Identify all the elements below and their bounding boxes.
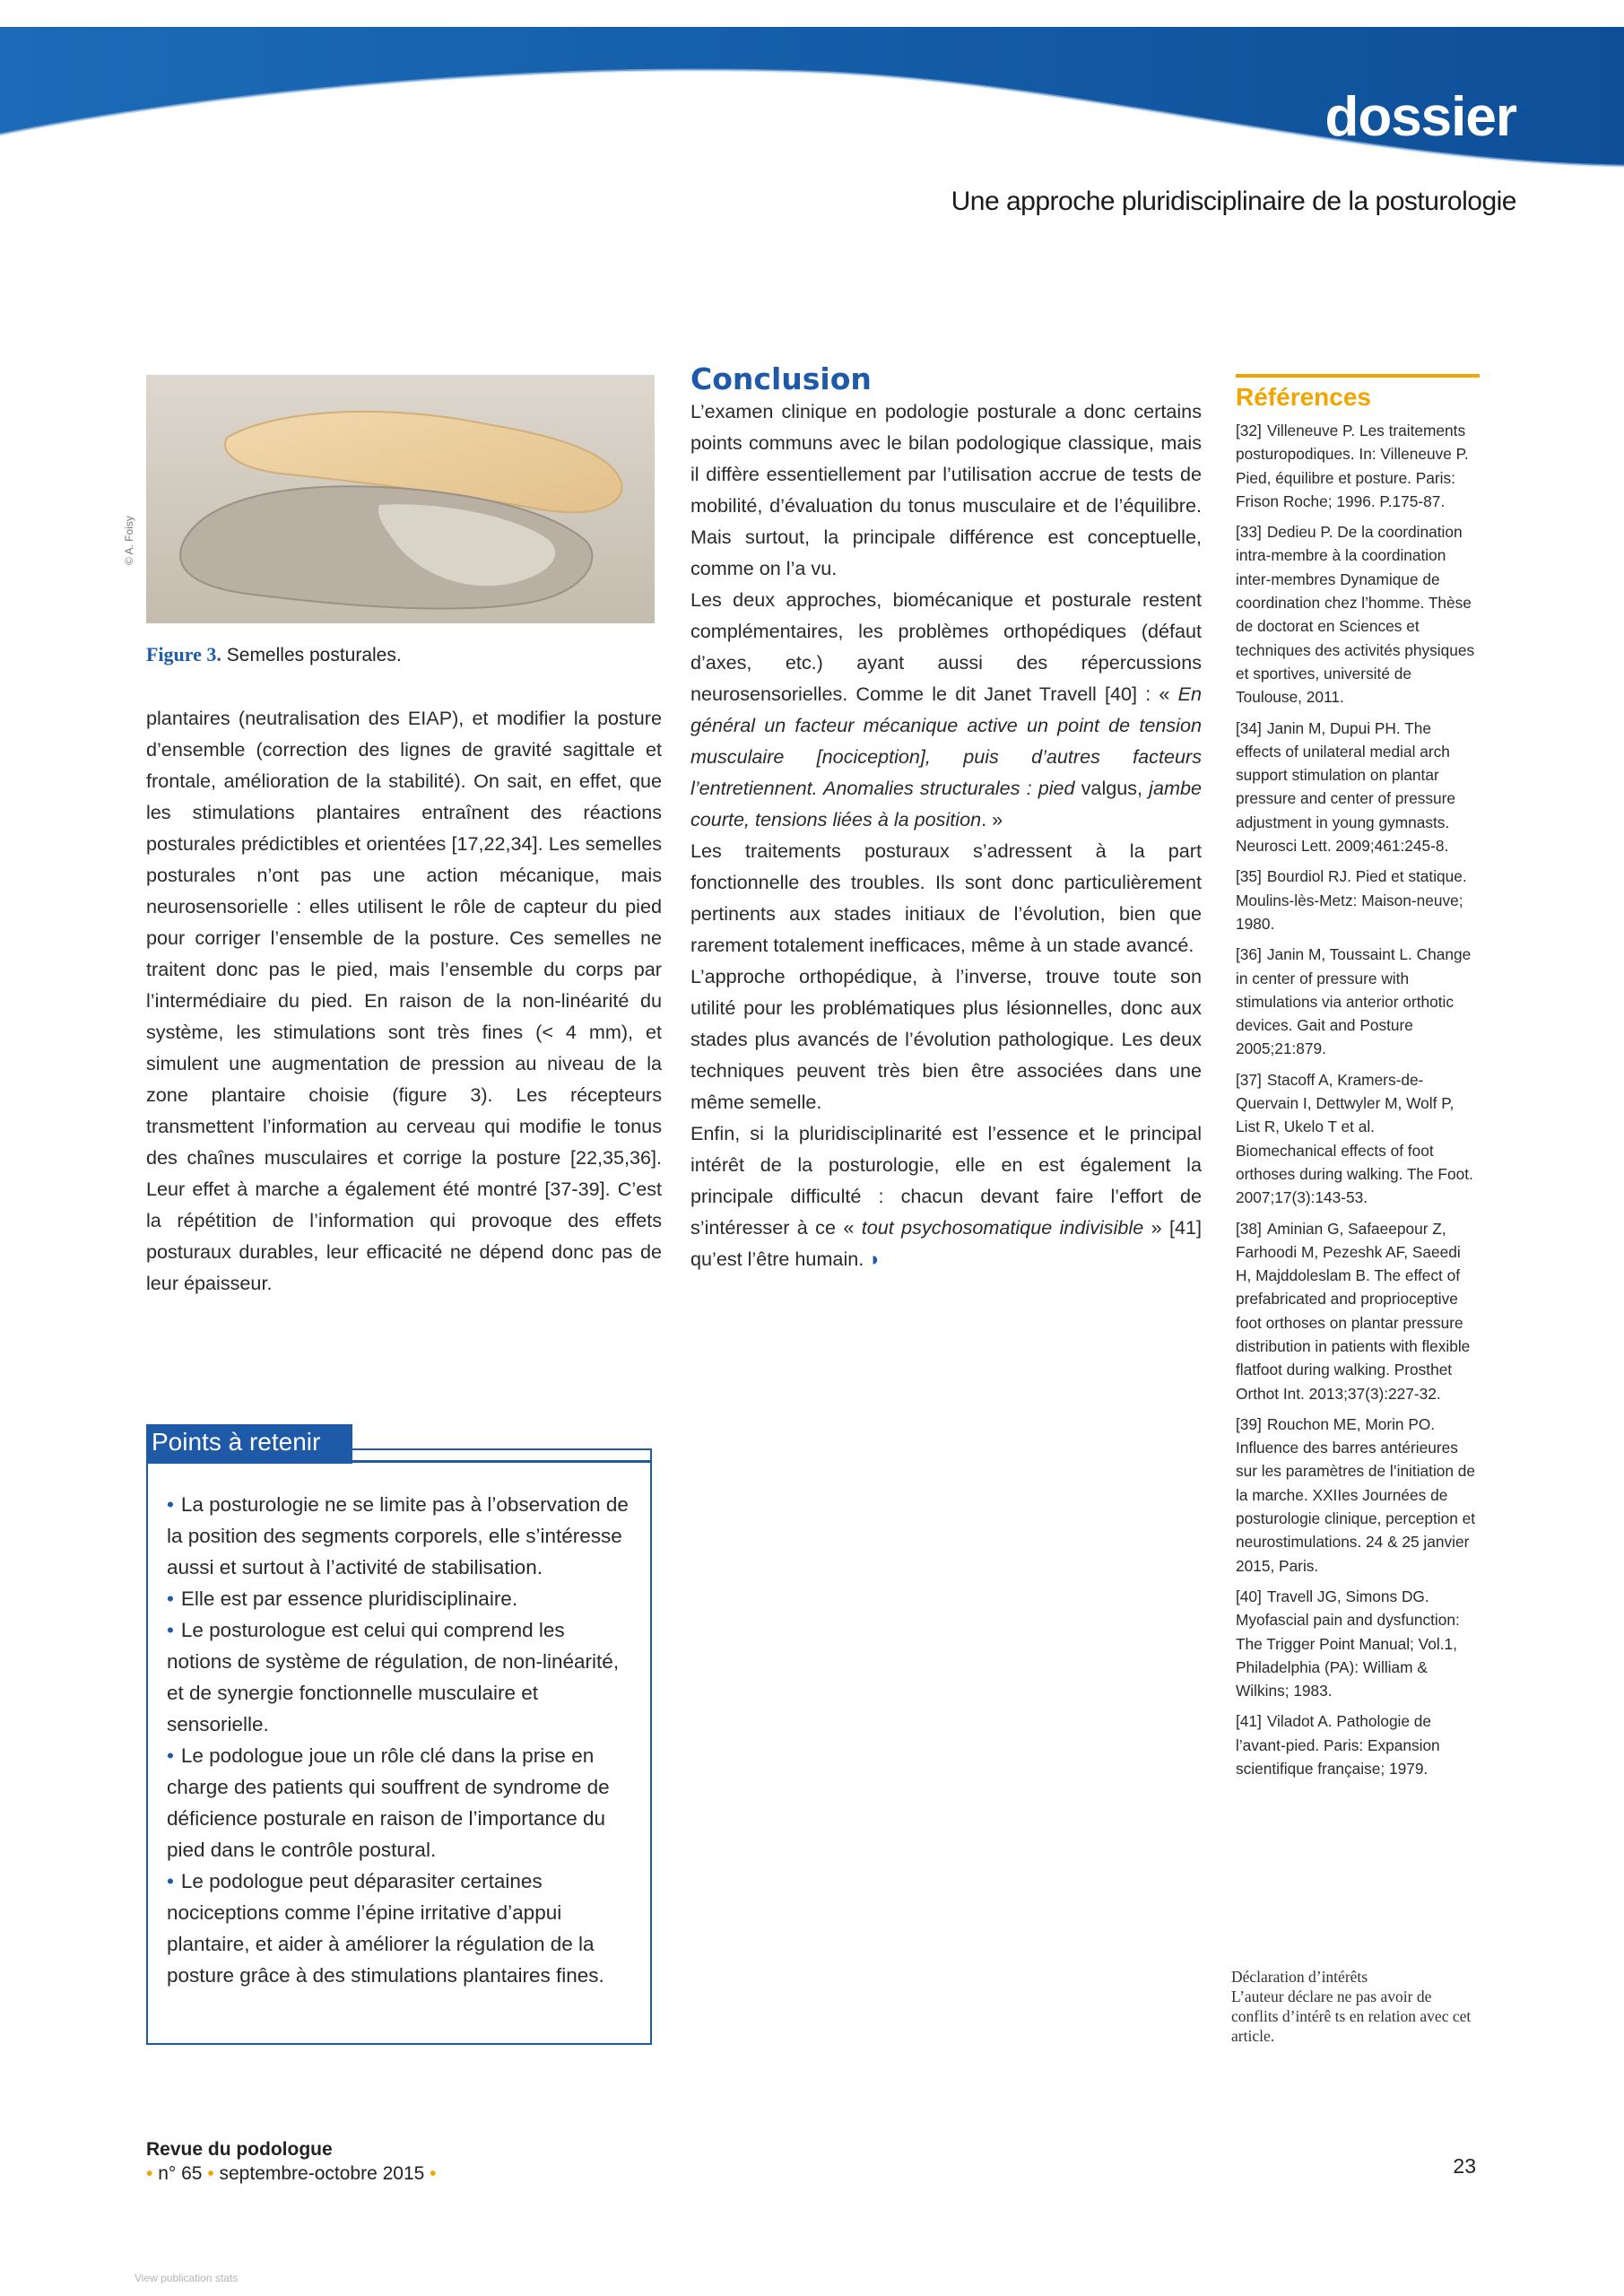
p5-quote: tout psychosomatique indivisible — [861, 1216, 1144, 1239]
key-point-item — [167, 1740, 633, 1866]
declaration — [1231, 1967, 1478, 2046]
p2-quote-2: jambe courte, tensions liées à la position — [690, 777, 1202, 831]
key-point-item — [167, 1614, 633, 1740]
reference-text: Rouchon ME, Morin PO. Influence des barres antérieures sur les paramètres de l’initiation de la marche. XXIIes Journées de posturologie clinique, perception et neurostimulations. 24 & 25 janvier 2015, Paris. — [1236, 1414, 1476, 1575]
reference-item — [1236, 1413, 1480, 1578]
bullet-icon: • — [430, 2163, 437, 2184]
p2-end: . » — [981, 808, 1003, 831]
reference-list — [1236, 419, 1480, 1780]
issue-date: septembre-octobre 2015 — [213, 2163, 430, 2184]
issue-number: n° 65 — [152, 2163, 208, 2184]
key-point-text: La posturologie ne se limite pas à l’observation de la position des segments corporels, elle s’intéresse aussi et surtout à l’activité de stabilisation. — [167, 1493, 629, 1578]
p2-start: Les deux approches, biomécanique et posturale restent complémentaires, les problèmes orthopédiques (défaut d’axes, etc.) ayant aussi des répercussions neurosensorielles. Comme le dit Janet Travell [40] : « — [690, 588, 1202, 705]
p5-end: » [41] qu’est l’être humain. — [690, 1216, 1203, 1270]
reference-number: [38] — [1236, 1219, 1262, 1238]
key-point-item — [167, 1866, 633, 1991]
issue-info — [146, 2163, 437, 2185]
p2-quote-1: En général un facteur mécanique active un point de tension musculaire [nociception], puis d’autres facteurs l’entretiennent. Anomalies structurales : pied — [690, 683, 1202, 799]
bullet-icon: • — [167, 1744, 174, 1767]
references-column — [1236, 374, 1480, 1787]
bullet-icon: • — [167, 1587, 174, 1610]
left-column — [146, 375, 662, 1299]
reference-text: Janin M, Dupui PH. The effects of unilateral medial arch support stimulation on plantar pressure and center of pressure adjustment in young gymnasts. Neurosci Lett. 2009;461:245-8. — [1236, 718, 1455, 856]
page-number: 23 — [1453, 2154, 1476, 2178]
key-point-item — [167, 1583, 633, 1614]
reference-text: Viladot A. Pathologie de l’avant-pied. Paris: Expansion scientifique française; 1979. — [1236, 1712, 1440, 1779]
reference-number: [40] — [1236, 1587, 1262, 1605]
reference-item — [1236, 717, 1480, 858]
reference-text: Janin M, Toussaint L. Change in center of pressure with stimulations via anterior orthotic devices. Gait and Posture 2005;21:879. — [1236, 945, 1472, 1058]
reference-number: [39] — [1236, 1414, 1262, 1433]
reference-item — [1236, 1217, 1480, 1405]
key-point-text: Le podologue joue un rôle clé dans la prise en charge des patients qui souffrent de syndrome de déficience posturale en raison de l’importance du pied dans le contrôle postural. — [167, 1744, 610, 1861]
reference-number: [37] — [1236, 1070, 1262, 1089]
reference-number: [36] — [1236, 945, 1262, 964]
conclusion-paragraph-5 — [690, 1118, 1202, 1274]
bullet-icon: • — [167, 1870, 174, 1892]
figure-caption-text: Semelles posturales. — [221, 645, 402, 665]
reference-item — [1236, 1709, 1480, 1780]
reference-item — [1236, 865, 1480, 935]
reference-number: [33] — [1236, 523, 1262, 542]
reference-text: Stacoff A, Kramers-de-Quervain I, Dettwyler M, Wolf P, List R, Ukelo T et al. Biomechanical effects of foot orthoses during walking. The Foot. 2007;17(3):143-53. — [1236, 1070, 1473, 1207]
reference-item — [1236, 1585, 1480, 1702]
key-point-text: Elle est par essence pluridisciplinaire. — [180, 1587, 518, 1610]
reference-text: Travell JG, Simons DG. Myofascial pain and dysfunction: The Trigger Point Manual; Vol.1, Philadelphia (PA): William & Wilkins; 1983. — [1236, 1587, 1460, 1700]
end-mark-icon: ◗ — [869, 1248, 881, 1270]
bullet-icon: • — [146, 2163, 153, 2184]
figure-caption — [146, 643, 662, 666]
header-subtitle: Une approche pluridisciplinaire de la posturologie — [951, 187, 1516, 216]
bullet-icon: • — [167, 1493, 174, 1516]
journal-name: Revue du podologue — [146, 2139, 333, 2160]
photo-credit: © A. Foisy — [123, 516, 135, 565]
reference-text: Dedieu P. De la coordination intra-membre à la coordination inter-membres Dynamique de coordination chez l’homme. Thèse de doctorat en Sciences et techniques des activités physiques et sportives, université de Toulouse, 2011. — [1236, 523, 1475, 707]
reference-text: Bourdiol RJ. Pied et statique. Moulins-lès-Metz: Maison-neuve; 1980. — [1236, 867, 1467, 933]
references-rule — [1236, 374, 1480, 378]
key-points-title: Points à retenir — [146, 1424, 352, 1464]
left-body-text: plantaires (neutralisation des EIAP), et modifier la posture d’ensemble (correction des lignes de gravité sagittale et frontale, amélioration de la stabilité). On sait, en effet, que les stimulations plantaires entraînent des réactions posturales prédictibles et orientées [17,22,34]. Les semelles posturales n’ont pas une action mécanique, mais neurosensorielle : elles utilisent le rôle de capteur du pied pour corriger l’ensemble de la posture. Ces semelles ne traitent donc pas le pied, mais l’ensemble du corps par l’intermédiaire du pied. En raison de la non-linéarité du système, les stimulations sont très fines (< 4 mm), et simulent une augmentation de pression au niveau de la zone plantaire choisie (figure 3). Les récepteurs transmettent l’information au cerveau qui modifie le tonus des chaînes musculaires et corrige la posture [22,35,36]. Leur effet à marche a également été montré [37-39]. C’est la répétition de l’information qui provoque des effets posturaux durables, leur efficacité ne dépend donc pas de leur épaisseur. — [146, 707, 662, 1294]
p2-mid: valgus, — [1074, 777, 1150, 799]
reference-number: [34] — [1236, 718, 1262, 737]
reference-text: Villeneuve P. Les traitements posturopodiques. In: Villeneuve P. Pied, équilibre et posture. Paris: Frison Roche; 1996. P.175-87. — [1236, 422, 1469, 510]
reference-item — [1236, 1068, 1480, 1210]
references-heading: Références — [1236, 383, 1371, 411]
conclusion-paragraph-1: L’examen clinique en podologie posturale a donc certains points communs avec le bilan podologique classique, mais il diffère essentiellement par l’utilisation accrue de tests de mobilité, d’évaluation du tonus musculaire et de l’équilibre. Mais surtout, la principale différence est conceptuelle, comme on l’a vu. — [690, 400, 1202, 579]
reference-item — [1236, 520, 1480, 709]
figure-photo — [146, 375, 655, 623]
key-points-rule — [352, 1460, 652, 1463]
key-point-item — [167, 1489, 633, 1583]
middle-column — [690, 363, 1202, 1274]
conclusion-paragraph-3: Les traitements posturaux s’adressent à la part fonctionnelle des troubles. Ils sont donc particulièrement pertinents aux stades initiaux de l’évolution, bien que rarement totalement inefficaces, même à un stade avancé. — [690, 839, 1202, 956]
publication-stats-link[interactable]: View publication stats — [135, 2272, 239, 2284]
insole-illustration — [146, 375, 655, 623]
bullet-icon: • — [167, 1619, 174, 1641]
conclusion-heading: Conclusion — [690, 361, 872, 396]
reference-number: [35] — [1236, 867, 1262, 886]
section-label: dossier — [1324, 86, 1516, 148]
conclusion-paragraph-4: L’approche orthopédique, à l’inverse, trouve toute son utilité pour les problématiques plus lésionnelles, donc aux stades plus avancés de l’évolution pathologique. Les deux techniques peuvent très bien être associées dans une même semelle. — [690, 965, 1202, 1113]
key-point-text: Le podologue peut déparasiter certaines nociceptions comme l’épine irritative d’appui plantaire, et aider à améliorer la régulation de la posture grâce à des stimulations plantaires fines. — [167, 1870, 604, 1987]
declaration-title: Déclaration d’intérêts — [1231, 1968, 1368, 1986]
reference-number: [41] — [1236, 1712, 1262, 1731]
key-point-text: Le posturologue est celui qui comprend les notions de système de régulation, de non-linéarité, et de synergie fonctionnelle musculaire et sensorielle. — [167, 1619, 620, 1735]
reference-number: [32] — [1236, 422, 1262, 439]
p5-start: Enfin, si la pluridisciplinarité est l’essence et le principal intérêt de la posturologie, elle en est également la principale difficulté : chacun devant faire l’effort de s’intéresser à ce « — [690, 1122, 1202, 1239]
conclusion-paragraph-2 — [690, 584, 1202, 835]
reference-text: Aminian G, Safaeepour Z, Farhoodi M, Pezeshk AF, Saeedi H, Majddoleslam B. The effect of prefabricated and proprioceptive foot orthoses on plantar pressure distribution in patients with flexible flatfoot during walking. Prosthet Orthot Int. 2013;37(3):227-32. — [1236, 1219, 1471, 1403]
reference-item — [1236, 419, 1480, 513]
bullet-icon: • — [207, 2163, 214, 2184]
key-points-list — [167, 1489, 633, 1991]
declaration-text: L’auteur déclare ne pas avoir de conflits d’intérê ts en relation avec cet article. — [1231, 1987, 1472, 2045]
reference-item — [1236, 943, 1480, 1060]
figure-label: Figure 3. — [146, 643, 221, 665]
